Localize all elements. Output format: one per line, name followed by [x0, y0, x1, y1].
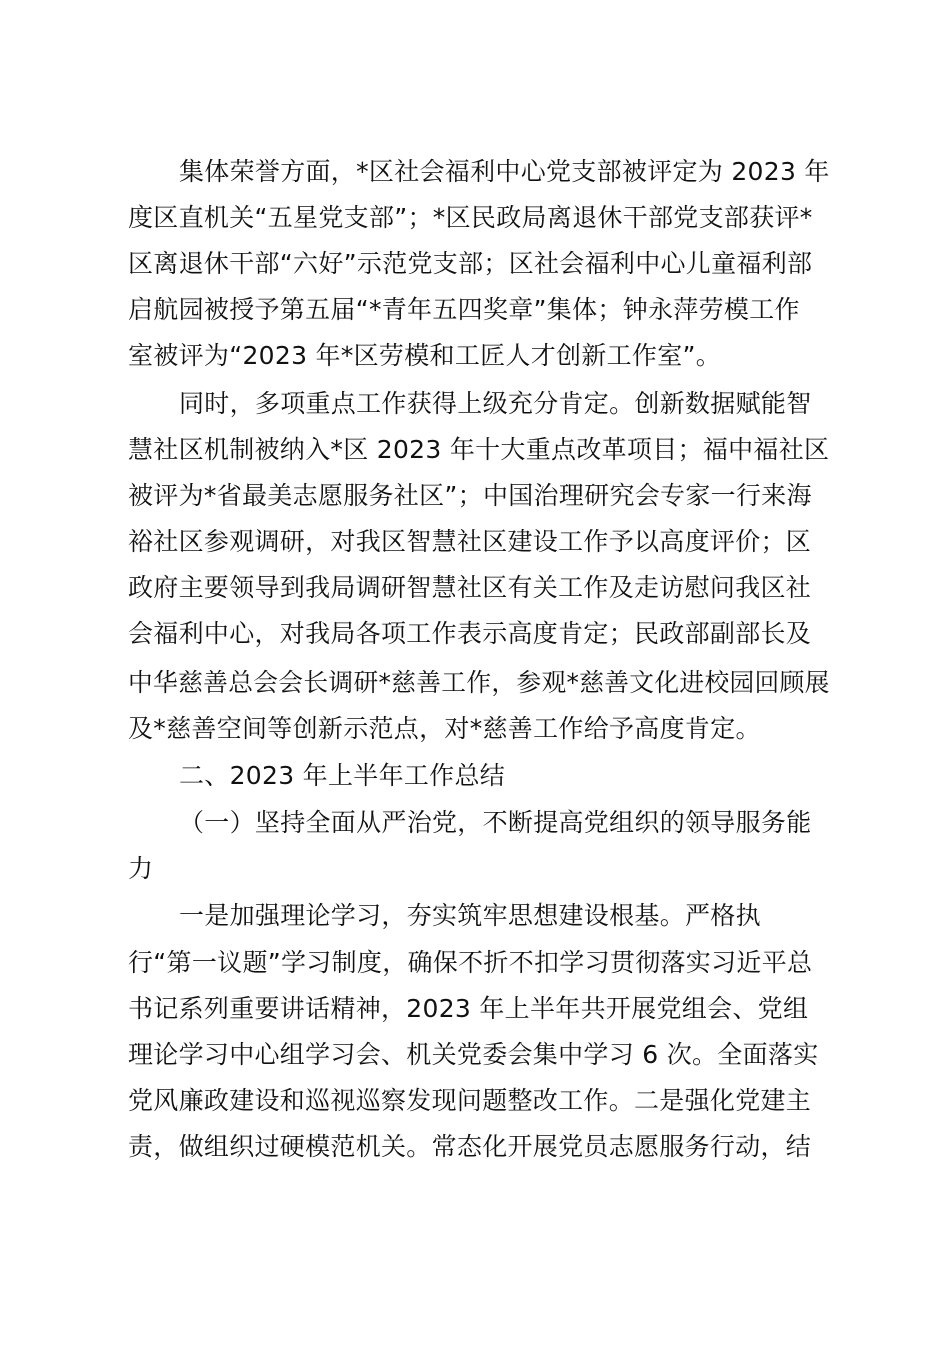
text-line: 启航园被授予第五届“*青年五四奖章”集体；钟永萍劳模工作 — [128, 295, 800, 324]
text-line: 书记系列重要讲话精神，2023 年上半年共开展党组会、党组 — [128, 994, 809, 1023]
section-heading: 二、2023 年上半年工作总结 — [179, 761, 506, 790]
text-line: 党风廉政建设和巡视巡察发现问题整改工作。二是强化党建主 — [128, 1086, 812, 1115]
text-line: 及*慈善空间等创新示范点，对*慈善工作给予高度肯定。 — [128, 714, 761, 743]
text-line: 政府主要领导到我局调研智慧社区有关工作及走访慰问我区社 — [128, 573, 812, 602]
text-line: 责，做组织过硬模范机关。常态化开展党员志愿服务行动，结 — [128, 1132, 812, 1161]
text-line: 同时，多项重点工作获得上级充分肯定。创新数据赋能智 — [179, 389, 812, 418]
text-line: 室被评为“2023 年*区劳模和工匠人才创新工作室”。 — [128, 341, 722, 370]
text-line: 慧社区机制被纳入*区 2023 年十大重点改革项目；福中福社区 — [128, 435, 830, 464]
text-line: 理论学习中心组学习会、机关党委会集中学习 6 次。全面落实 — [128, 1040, 819, 1069]
text-line: 区离退休干部“六好”示范党支部；区社会福利中心儿童福利部 — [128, 249, 813, 278]
subsection-heading-continued: 力 — [128, 854, 154, 883]
text-line: 中华慈善总会会长调研*慈善工作，参观*慈善文化进校园回顾展 — [128, 668, 830, 697]
text-line: 度区直机关“五星党支部”；*区民政局离退休干部党支部获评* — [128, 203, 813, 232]
text-line: 集体荣誉方面，*区社会福利中心党支部被评定为 2023 年 — [179, 157, 830, 186]
text-line: 行“第一议题”学习制度，确保不折不扣学习贯彻落实习近平总 — [128, 948, 813, 977]
text-line: 会福利中心，对我局各项工作表示高度肯定；民政部副部长及 — [128, 619, 812, 648]
text-line: 被评为*省最美志愿服务社区”；中国治理研究会专家一行来海 — [128, 481, 812, 510]
text-line: 裕社区参观调研，对我区智慧社区建设工作予以高度评价；区 — [128, 527, 812, 556]
text-line: 一是加强理论学习，夯实筑牢思想建设根基。严格执 — [179, 901, 761, 930]
subsection-heading: （一）坚持全面从严治党，不断提高党组织的领导服务能 — [179, 808, 812, 837]
